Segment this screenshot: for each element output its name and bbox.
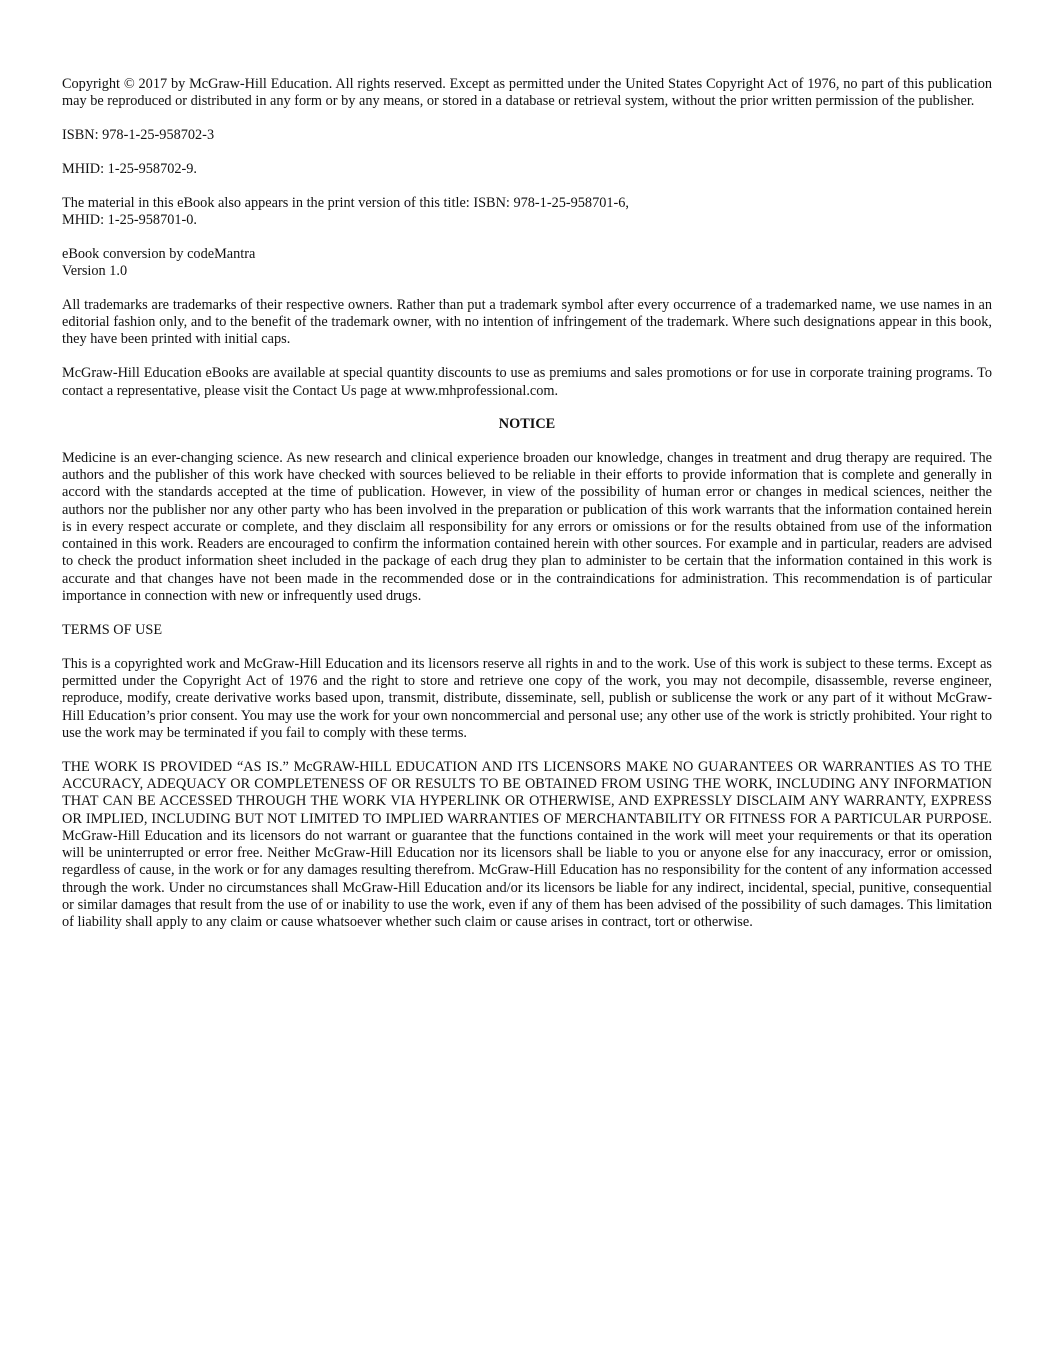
- copyright-page: [62, 76, 992, 948]
- version-line: Version 1.0: [62, 263, 128, 280]
- print-version-line-1: The material in this eBook also appears in the print version of this title: ISBN: 978-1-25-958701-6,: [62, 194, 630, 211]
- notice-paragraph: Medicine is an ever-changing science. As new research and clinical experience broaden our knowledge, changes in treatment and drug therapy are required. The authors and the publisher of this work have checked with sources believed to be reliable in their efforts to provide information that is complete and generally in accord with the standards accepted at the time of publication. However, in view of the possibility of human error or changes in medical sciences, neither the authors nor the publisher nor any other party who has been involved in the preparation or publication of this work warrants that the information contained herein is in every respect accurate or complete, and they disclaim all responsibility for any errors or omissions or for the results obtained from use of the information contained in this work. Readers are encouraged to confirm the information contained herein with other sources. For example and in particular, readers are advised to check the product information sheet included in the package of each drug they plan to administer to be certain that the information contained in this work is accurate and that changes have not been made in the recommended dose or in the contraindications for administration. This recommendation is of particular importance in connection with new or infrequently used drugs.: [62, 449, 992, 605]
- conversion-credit: eBook conversion by codeMantra: [62, 245, 256, 262]
- print-version-line-2: MHID: 1-25-958701-0.: [62, 211, 198, 228]
- isbn-line: ISBN: 978-1-25-958702-3: [62, 127, 215, 144]
- trademarks-paragraph: All trademarks are trademarks of their respective owners. Rather than put a trademark symbol after every occurrence of a trademarked name, we use names in an editorial fashion only, and to the benefit of the trademark owner, with no intention of infringement of the trademark. Where such designations appear in this book, they have been printed with initial caps.: [62, 296, 992, 348]
- ebooks-paragraph: McGraw-Hill Education eBooks are available at special quantity discounts to use as premiums and sales promotions or for use in corporate training programs. To contact a representative, please visit the Contact Us page at www.mhprofessional.com.: [62, 365, 992, 399]
- copyright-paragraph: Copyright © 2017 by McGraw-Hill Education. All rights reserved. Except as permitted under the United States Copyright Act of 1976, no part of this publication may be reproduced or distributed in any form or by any means, or stored in a database or retrieval system, without the prior written permission of the publisher.: [62, 76, 992, 110]
- notice-heading: NOTICE: [498, 416, 556, 433]
- mhid-line: MHID: 1-25-958702-9.: [62, 160, 198, 177]
- terms-paragraph: This is a copyrighted work and McGraw-Hill Education and its licensors reserve all rights in and to the work. Use of this work is subject to these terms. Except as permitted under the Copyright Act of 1976 and the right to store and retrieve one copy of the work, you may not decompile, disassemble, reverse engineer, reproduce, modify, create derivative works based upon, transmit, distribute, disseminate, sell, publish or sublicense the work or any part of it without McGraw-Hill Education’s prior consent. You may use the work for your own noncommercial and personal use; any other use of the work is strictly prohibited. Your right to use the work may be terminated if you fail to comply with these terms.: [62, 655, 992, 741]
- print-version-paragraph: [62, 195, 992, 230]
- as-is-paragraph: THE WORK IS PROVIDED “AS IS.” McGRAW-HILL EDUCATION AND ITS LICENSORS MAKE NO GUARANTEES OR WARRANTIES AS TO THE ACCURACY, ADEQUACY OR COMPLETENESS OF OR RESULTS TO BE OBTAINED FROM USING THE WORK, INCLUDING ANY INFORMATION THAT CAN BE ACCESSED THROUGH THE WORK VIA HYPERLINK OR OTHERWISE, AND EXPRESSLY DISCLAIM ANY WARRANTY, EXPRESS OR IMPLIED, INCLUDING BUT NOT LIMITED TO IMPLIED WARRANTIES OF MERCHANTABILITY OR FITNESS FOR A PARTICULAR PURPOSE. McGraw-Hill Education and its licensors do not warrant or guarantee that the functions contained in the work will meet your requirements or that its operation will be uninterrupted or error free. Neither McGraw-Hill Education nor its licensors shall be liable to you or anyone else for any inaccuracy, error or omission, regardless of cause, in the work or for any damages resulting therefrom. McGraw-Hill Education has no responsibility for the content of any information accessed through the work. Under no circumstances shall McGraw-Hill Education and/or its licensors be liable for any indirect, incidental, special, punitive, consequential or similar damages that result from the use of or inability to use the work, even if any of them has been advised of the possibility of such damages. This limitation of liability shall apply to any claim or cause whatsoever whether such claim or cause arises in contract, tort or otherwise.: [62, 758, 992, 931]
- conversion-paragraph: [62, 246, 992, 281]
- terms-heading: TERMS OF USE: [62, 621, 163, 638]
